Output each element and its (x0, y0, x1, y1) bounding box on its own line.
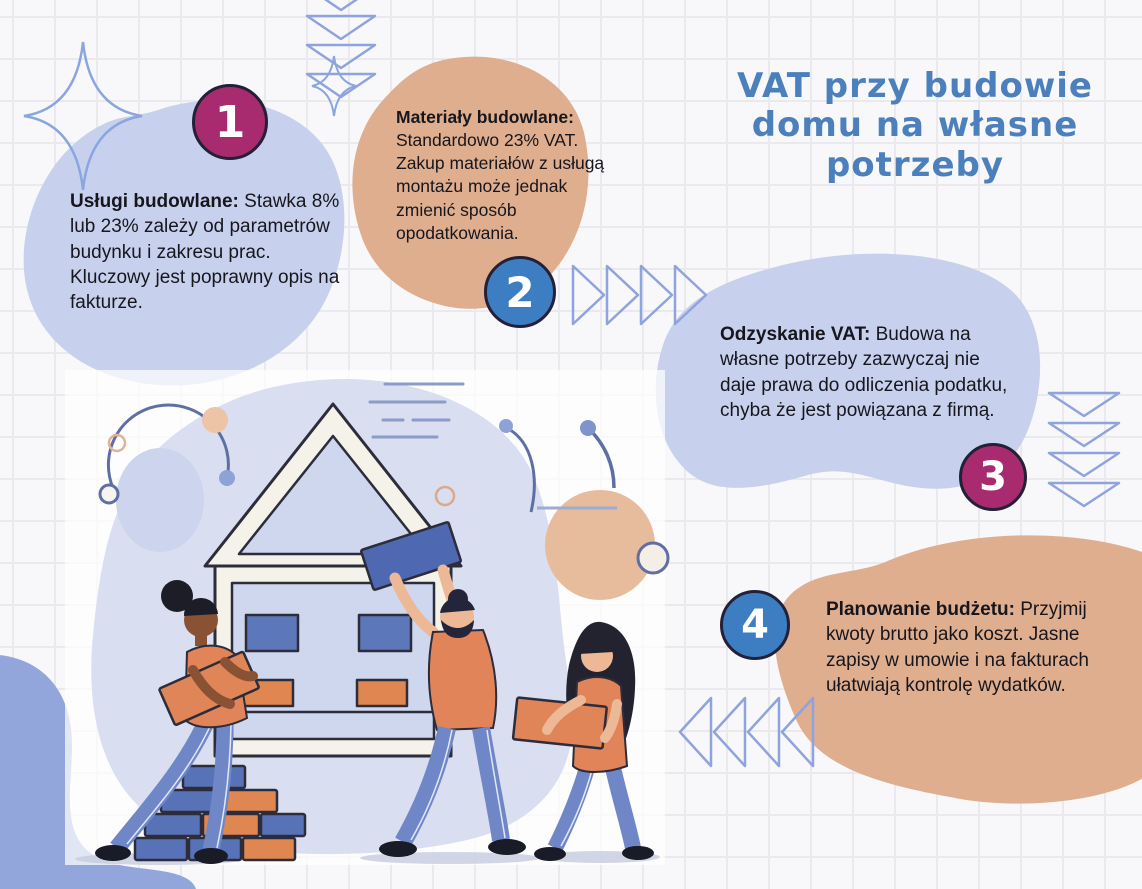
window-blue-right (359, 615, 411, 651)
step-3-badge (959, 443, 1027, 511)
chevrons-down-top-icon (303, 0, 383, 106)
construction-illustration (65, 370, 665, 867)
window-orange-right (357, 680, 407, 706)
step-1-badge (192, 84, 268, 160)
step-2-number: 2 (505, 267, 535, 317)
step-3-text (720, 322, 1016, 423)
step-1-lead: Usługi budowlane: (70, 191, 239, 212)
window-blue-left (246, 615, 298, 651)
sparkle-icon (24, 42, 142, 190)
step-3-number: 3 (979, 454, 1007, 500)
step-3-body: Budowa na własne potrzeby zazwyczaj nie daje prawa do odliczenia podatku, chyba że jest powiązana z firmą. (720, 324, 1008, 421)
step-3-lead: Odzyskanie VAT: (720, 324, 871, 345)
step-2-text (396, 106, 608, 246)
step-2-lead: Materiały budowlane: (396, 106, 574, 127)
step-4-body: Przyjmij kwoty brutto jako koszt. Jasne zapisy w umowie i na fakturach ułatwiają kontrolę wydatków. (826, 599, 1089, 696)
step-4-number: 4 (741, 602, 769, 648)
step-2-body: Standardowo 23% VAT. Zakup materiałów z usługą montażu może jednak zmienić sposób opodatkowania. (396, 129, 605, 243)
step-4-text (826, 597, 1110, 698)
chevrons-left-icon (678, 696, 814, 768)
step-4-badge (720, 590, 790, 660)
page-title: VAT przy budowie domu na własne potrzeby (737, 65, 1093, 185)
chevrons-right-icon (572, 264, 712, 328)
step-1-body: Stawka 8% lub 23% zależy od parametrów budynku i zakresu prac. Kluczowy jest poprawny opis na fakturze. (70, 191, 340, 314)
step-1-text (70, 189, 344, 315)
chevrons-down-right-icon (1046, 392, 1122, 514)
step-2-badge (484, 256, 556, 328)
step-1-number: 1 (214, 96, 246, 148)
step-4-lead: Planowanie budżetu: (826, 599, 1015, 620)
